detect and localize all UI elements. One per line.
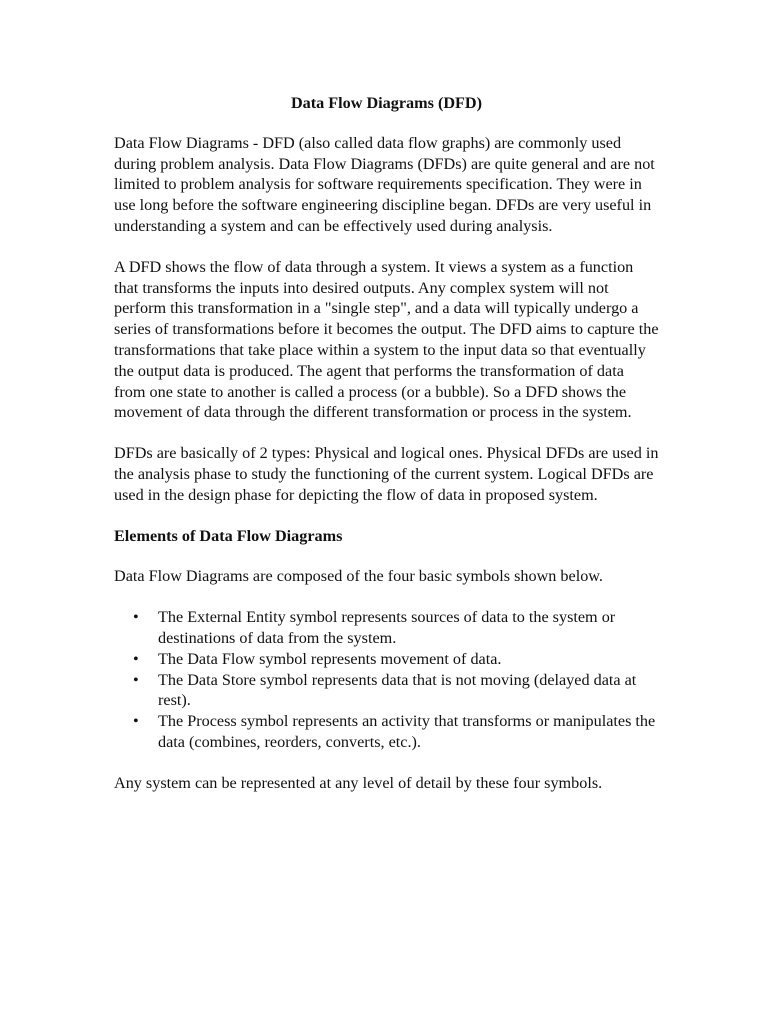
list-item-text: The Process symbol represents an activity that transforms or manipulates the data (combines, reorders, converts, etc.). <box>158 712 656 751</box>
paragraph-intro: Data Flow Diagrams - DFD (also called data flow graphs) are commonly used during problem analysis. Data Flow Diagrams (DFDs) are quite general and are not limited to problem analysis for software requirements specification. They were in use long before the software engineering discipline began. DFDs are very useful in understanding a system and can be effectively used during analysis. <box>114 133 655 235</box>
bullet-icon: • <box>133 670 139 689</box>
list-item <box>133 649 659 670</box>
symbols-list <box>114 607 659 753</box>
list-item-text: The Data Flow symbol represents movement of data. <box>158 649 502 668</box>
section-heading-elements: Elements of Data Flow Diagrams <box>114 526 343 545</box>
document-title: Data Flow Diagrams (DFD) <box>290 94 483 112</box>
bullet-icon: • <box>133 649 139 668</box>
bullet-icon: • <box>133 712 139 731</box>
paragraph-symbols-intro: Data Flow Diagrams are composed of the four basic symbols shown below. <box>114 567 603 586</box>
document-page <box>114 93 659 814</box>
list-item-text: The External Entity symbol represents sources of data to the system or destinations of data from the system. <box>158 608 616 647</box>
list-item-text: The Data Store symbol represents data that is not moving (delayed data at rest). <box>158 670 637 710</box>
paragraph-dfd-types: DFDs are basically of 2 types: Physical and logical ones. Physical DFDs are used in the analysis phase to study the functioning of the current system. Logical DFDs are used in the design phase for depicting the flow of data in proposed system. <box>114 444 659 504</box>
list-item <box>133 711 659 753</box>
paragraph-dfd-description: A DFD shows the flow of data through a system. It views a system as a function that transforms the inputs into desired outputs. Any complex system will not perform this transformation in a "single step", and a data will typically undergo a series of transformations before it becomes the output. The DFD aims to capture the transformations that take place within a system to the input data so that eventually the output data is produced. The agent that performs the transformation of data from one state to another is called a process (or a bubble). So a DFD shows the movement of data through the different transformation or process in the system. <box>114 257 659 422</box>
bullet-icon: • <box>133 608 139 627</box>
list-item <box>133 670 659 712</box>
paragraph-conclusion: Any system can be represented at any level of detail by these four symbols. <box>114 773 603 792</box>
list-item <box>133 607 659 649</box>
